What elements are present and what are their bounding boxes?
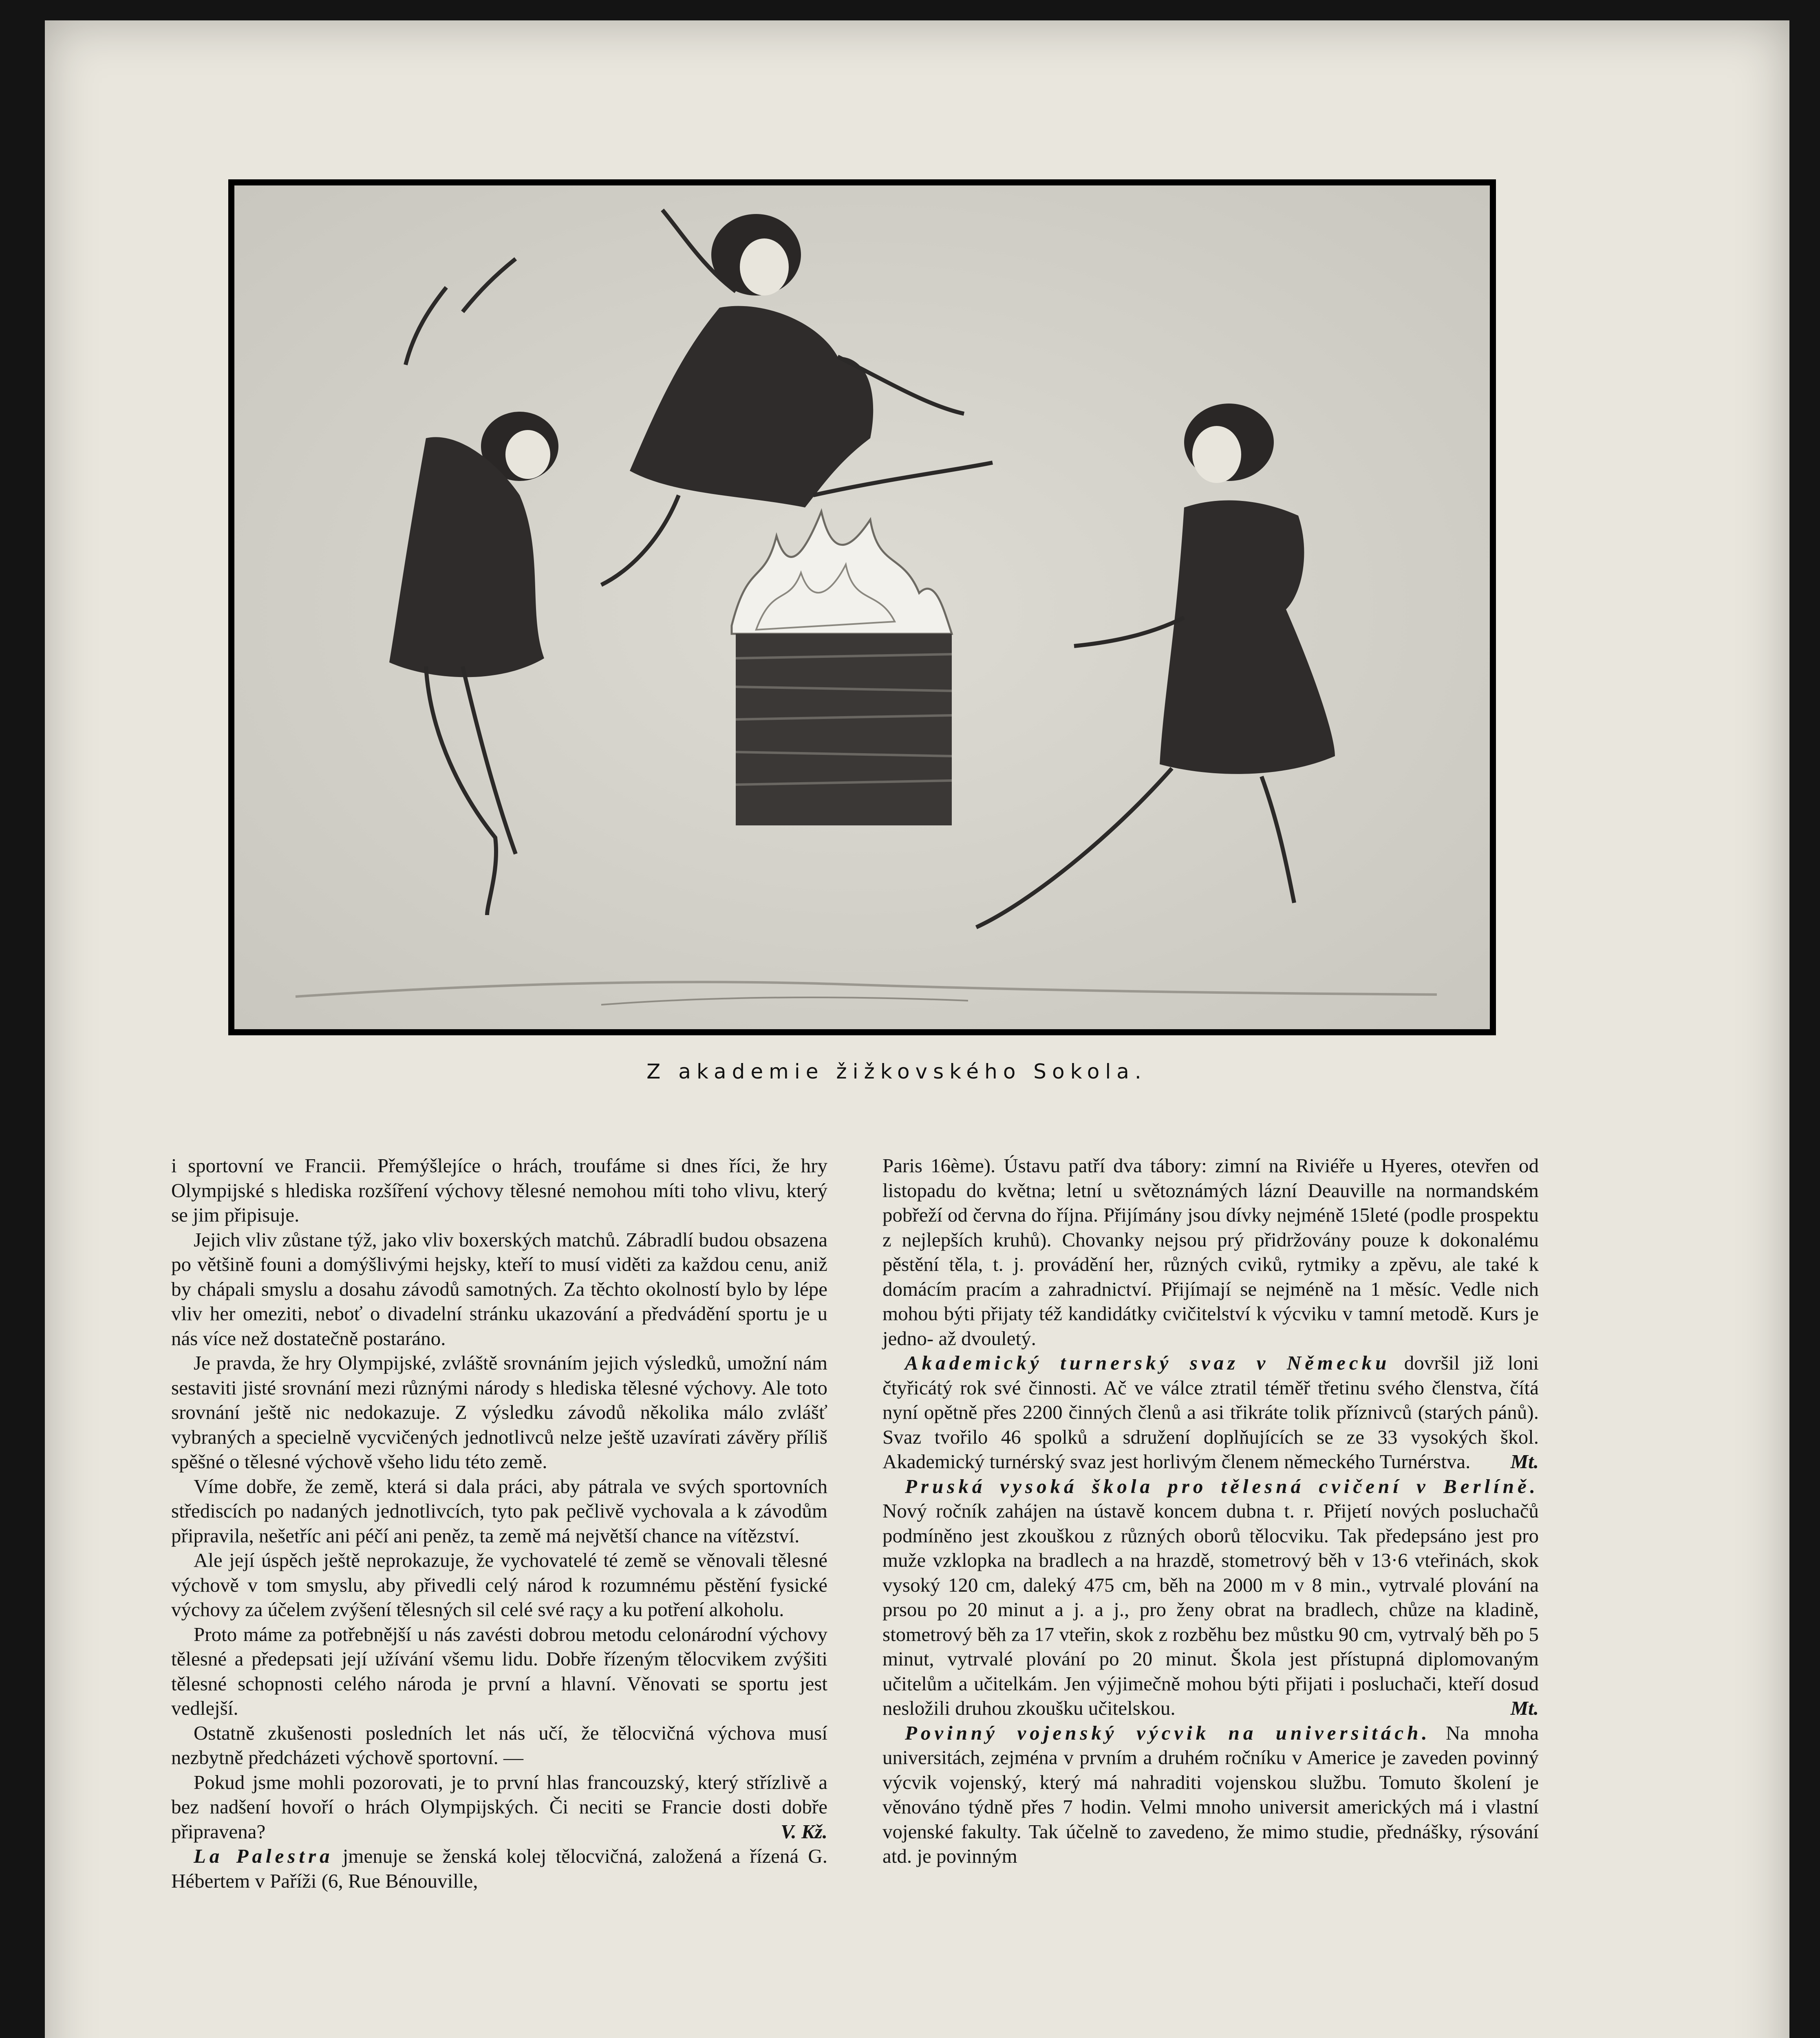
paragraph: Víme dobře, že země, která si dala práci, aby pátrala ve svých sportovních střediscích po nadaných jednotlivcích, tyto pak pečlivě vychovala a k závodům připravila, nešetříc ani péčí ani peněz, ta země má největší chance na vítězství. — [171, 1475, 827, 1547]
right-text-column — [882, 1154, 1539, 1869]
paragraph: Pruská vysoká škola pro tělesná cvičení v Berlíně. Nový ročník zahájen na ústavě koncem dubna t. r. Přijetí nových posluchačů podmíněno jest zkouškou z různých oborů tělocviku. Tak předepsáno jest pro muže vzklopka na bradlech a na hrazdě, stometrový běh v 13·6 vteřinách, skok vysoký 120 cm, daleký 475 cm, běh na 2000 m v 8 min., vytrvalé plování na prsou po 20 minut a j. a j., pro ženy obrat na bradlech, chůze na kladině, stometrový běh za 17 vteřin, skok z rozběhu bez můstku 90 cm, vytrvalý běh po 5 minut, vytrvalé plování po 20 minut. Škola jest přístupná diplomovaným učitelům a učitelkám. Jen výjimečně mohou býti přijati i posluchači, kteří dosud nesložili druhou zkoušku učitelskou. Mt. — [882, 1474, 1539, 1721]
paragraph: Akademický turnerský svaz v Německu dovršil již loni čtyřicátý rok své činnosti. Ač ve válce ztratil téměř třetinu svého členstva, čítá nyní opětně přes 2200 činných členů a asi třikráte tolik příznivců (starých pánů). Svaz tvořilo 46 spolků a sdružení doplňujících se ze 33 vysokých škol. Akademický turnérský svaz jest horlivým členem německého Turnérstva. Mt. — [882, 1351, 1539, 1474]
section-lead: La Palestra — [194, 1845, 333, 1867]
paragraph: Paris 16ème). Ústavu patří dva tábory: zimní na Riviéře u Hyeres, otevřen od listopadu do května; letní u světoznámých lázní Deauville na normandském pobřeží od června do října. Přijímány jsou dívky nejméně 15leté (podle prospektu z nejlepších kruhů). Chovanky nejsou prý přidržovány pouze k dokonalému pěstění těla, t. j. provádění her, různých cviků, rytmiky a zpěvu, ale také k domácím pracím a zahradnictví. Přijímají se nejméně na 1 měsíc. Vedle nich mohou býti přijaty též kandidátky cvičitelství k výcviku v tamní metodě. Kurs je jedno- až dvouletý. — [882, 1154, 1539, 1350]
paragraph: Je pravda, že hry Olympijské, zvláště srovnáním jejich výsledků, umožní nám sestaviti jisté srovnání mezi různými národy s hlediska tělesné výchovy. Ale toto srovnání ještě nic nedokazuje. Z výsledku závodů několika málo zvlášť vybraných a specielně vycvičených jednotlivců nelze ještě uzavírati závěry příliš spěšné o tělesné výchově všeho lidu této země. — [171, 1352, 827, 1473]
left-text-column — [171, 1154, 827, 1893]
author-signature: Mt. — [1510, 1697, 1539, 1719]
paragraph: Proto máme za potřebnější u nás zavésti dobrou metodu celonárodní výchovy tělesné a předepsati její užívání všemu lidu. Dobře řízeným tělocvikem zvýšiti tělesné schopnosti celého národa je první a hlavní. Věnovati se sportu jest vedlejší. — [171, 1623, 827, 1719]
illustration — [234, 185, 1490, 1029]
section-lead: Povinný vojenský výcvik na universitách. — [905, 1721, 1431, 1744]
illustration-drawing — [234, 185, 1490, 1029]
paragraph: La Palestra jmenuje se ženská kolej tělocvičná, založená a řízená G. Hébertem v Paříži (6, Rue Bénouville, — [171, 1845, 827, 1892]
author-signature: Mt. — [1510, 1450, 1539, 1473]
paragraph: Ostatně zkušenosti posledních let nás učí, že tělocvičná výchova musí nezbytně předcházeti výchově sportovní. — — [171, 1721, 827, 1769]
paragraph: Povinný vojenský výcvik na universitách. Na mnoha universitách, zejména v prvním a druhém ročníku v Americe je zaveden povinný výcvik vojenský, který má nahraditi vojenskou službu. Tomuto školení je věnováno týdně přes 7 hodin. Velmi mnoho universit amerických má i vlastní vojenské fakulty. Tak účelně to zavedeno, že mimo studie, přednášky, rýsování atd. je povinným — [882, 1721, 1539, 1867]
paragraph: i sportovní ve Francii. Přemýšlejíce o hrách, troufáme si dnes říci, že hry Olympijské s hlediska rozšíření výchovy tělesné nemohou míti toho vlivu, který se jim připisuje. — [171, 1154, 827, 1226]
paragraph: Pokud jsme mohli pozorovati, je to první hlas francouzský, který střízlivě a bez nadšení hovoří o hrách Olympijských. Či neciti se Francie dosti dobře připravena? V. Kž. — [171, 1770, 827, 1844]
author-signature: V. Kž. — [781, 1820, 827, 1843]
paragraph: Jejich vliv zůstane týž, jako vliv boxerských matchů. Zábradlí budou obsazena po většině founi a domýšlivými hejsky, kteří to musí viděti za každou cenu, aniž by chápali smyslu a dosahu závodů samotných. Za těchto okolností bylo by lépe vliv her omeziti, neboť o divadelní stránku ukazování a předvádění sportu je u nás více než dostatečně postaráno. — [171, 1228, 827, 1350]
section-lead: Akademický turnerský svaz v Německu — [905, 1352, 1390, 1374]
paragraph: Ale její úspěch ještě neprokazuje, že vychovatelé té země se věnovali tělesné výchově v tom smyslu, aby přivedli celý národ k rozumnému pěstění fysické výchovy za účelem zvýšení tělesných sil celé své raçy a ku potření alkoholu. — [171, 1549, 827, 1621]
figure-caption: Z akademie žižkovského Sokola. — [646, 1060, 1147, 1083]
section-lead: Pruská vysoká škola pro tělesná cvičení v Berlíně. — [905, 1475, 1539, 1498]
